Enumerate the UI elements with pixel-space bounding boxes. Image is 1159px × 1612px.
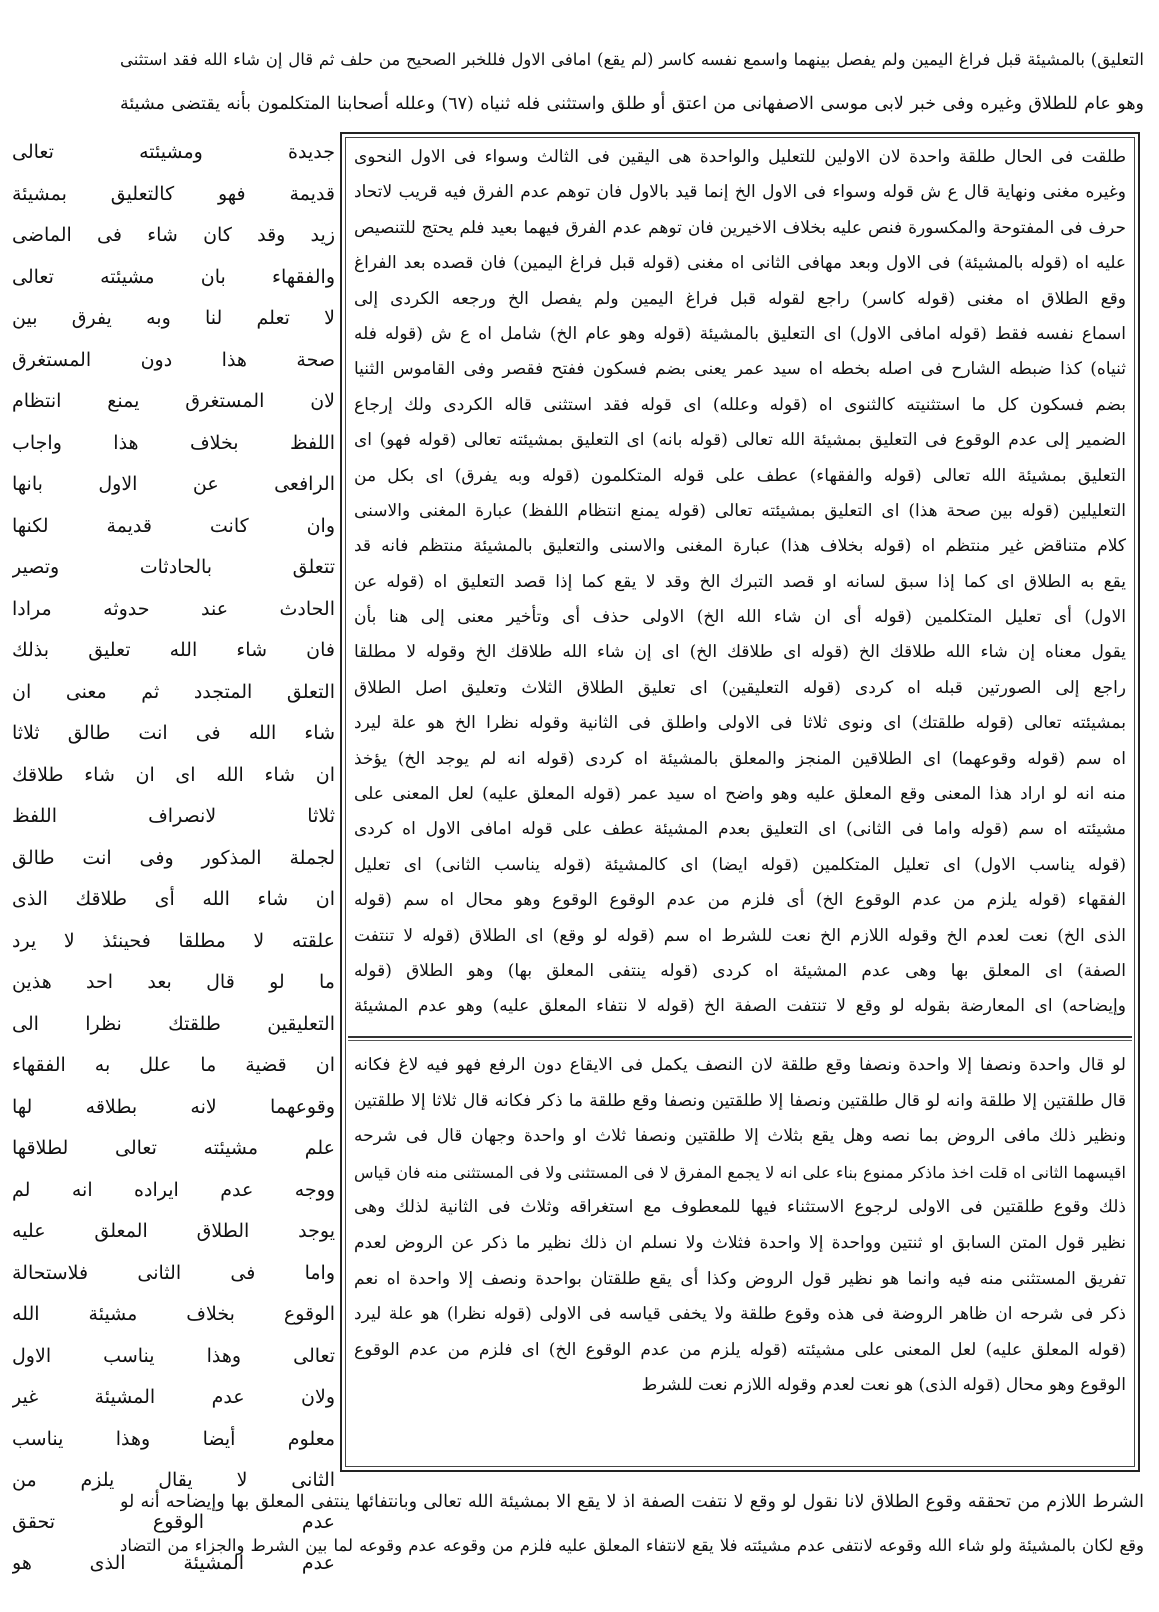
margin-line: لا تعلم لنا وبه يفرق بين <box>12 307 335 329</box>
commentary-line: بمشيئته تعالى (قوله طلقتك) اى ونوى ثلاثا فى الاولى واطلق فى الثانية وقوله نظرا الخ هو علة ليرد <box>354 713 1126 734</box>
commentary-line: راجع إلى الصورتين قبله اه كردى (قوله التعليقين) اى تعليق الطلاق الثلاث وتعليق اصل الطلاق <box>354 677 1126 698</box>
margin-line: ان شاء الله اى ان شاء طلاقك <box>12 763 335 786</box>
main-text-bottom <box>120 1480 1144 1568</box>
commentary-line: بضم فسكون كل ما استثنيته كالثنوى اه (قوله وعلله) اى قوله فقد استثنى قاله الكردى ولك إرجاع <box>354 394 1126 415</box>
margin-line: ولان عدم المشيئة غير <box>12 1386 335 1408</box>
commentary-line: وإيضاحه) اى المعارضة بقوله لو وقع لا تنتفت الصفة الخ (قوله لا نتفاء المعلق عليه) وهو عدم المشيئة <box>354 996 1126 1017</box>
commentary-line: حرف فى المفتوحة والمكسورة فنص عليه بخلاف الاخيرين فان توهم عدم الفرق فيهما بعيد فلم يحتج للتنصيص <box>354 217 1126 238</box>
commentary-line: ونظير ذلك مافى الروض بما نصه وهل يقع بثلاث إلا طلقتين ونصفا ثلاث او واحدة وجهان قال فى شرحه <box>354 1126 1126 1147</box>
commentary-line: (قوله المعلق عليه) لعل المعنى على مشيئته (قوله يلزم من عدم الوقوع الخ) اى فلزم من عدم الوقوع <box>354 1339 1126 1360</box>
margin-line: عدم المشيئة الذى هو <box>12 1552 335 1574</box>
commentary-line: يقول معناه إن شاء الله طلاقك الخ (قوله اى طلاقك الخ) اى إن شاء الله طلاقك الخ وقوله لا مطلقا <box>354 642 1126 663</box>
margin-line: ووجه عدم ايراده انه لم <box>12 1178 335 1201</box>
commentary-line: وقع الطلاق اه مغنى (قوله كاسر) راجع لقوله قبل فراغ اليمين ولم يفصل الخ ورجعه الكردى إلى <box>354 288 1126 309</box>
main-text-top <box>120 38 1144 126</box>
margin-line: تعالى وهذا يناسب الاول <box>12 1344 335 1367</box>
margin-line: لجملة المذكور وفى انت طالق <box>12 846 335 869</box>
commentary-line: كلام متناقض غير منتظم اه (قوله بخلاف هذا) عبارة المغنى والاسنى والتعليق بالمشيئة منتظم فانه قد <box>354 536 1126 557</box>
commentary-box <box>340 132 1140 1472</box>
commentary-line: الفقهاء (قوله يلزم من عدم الوقوع الخ) أى فلزم من عدم الوقوع الوقوع وهو محال اه سم (قوله <box>354 890 1126 911</box>
commentary-line: قال طلقتين إلا طلقة وانه لو قال طلقتين ونصفا إلا طلقتين ونصفا وقع طلقة ما ذكر فكانه قال ثلاثا إلا طلقتين <box>354 1090 1126 1111</box>
main-text-line: التعليق) بالمشيئة قبل فراغ اليمين ولم يفصل بينهما واسمع نفسه كاسر (لم يقع) امافى الاول فللخبر الصحيح من حلف ثم قال إن شاء الله فقد استثنى <box>120 50 1144 69</box>
commentary-line: لو قال واحدة ونصفا إلا واحدة ونصفا وقع طلقة لان النصف يكمل فى الايقاع دون الرفع فهو فيه لاغ فكانه <box>354 1055 1126 1075</box>
commentary-line: الوقوع وهو محال (قوله الذى) هو نعت لعدم وقوله اللازم نعت للشرط <box>641 1375 1126 1396</box>
margin-line: ما لو قال بعد احد هذين <box>12 971 335 993</box>
commentary-line: التعليلين (قوله بين صحة هذا) اى التعليق بمشيئته تعالى (قوله يمنع انتظام اللفظ) عبارة المغنى والاسنى <box>354 500 1126 521</box>
margin-line: ان شاء الله أى طلاقك الذى <box>12 888 335 910</box>
margin-line: ثلاثا لانصراف اللفظ <box>12 805 335 827</box>
commentary-line: اه سم (قوله وقوعهما) اى الطلاقين المنجز والمعلق بالمشيئة اه كردى (قوله انه لم يوجد الخ) يؤخذ <box>354 748 1126 769</box>
margin-line: ان قضية ما علل به الفقهاء <box>12 1054 335 1076</box>
margin-line: لان المستغرق يمنع انتظام <box>12 390 335 412</box>
main-text-line: وقع لكان بالمشيئة ولو شاء الله وقوعه لانتفى عدم مشيئته فلا يقع لانتفاء المعلق عليه فلزم من وقوعه عدم وقوعه لما بين الشرط والجزاء من التضاد <box>120 1536 1144 1555</box>
commentary-line: منه انه لو اراد هذا المعنى وقع المعلق عليه وهو واضح اه سيد عمر (قوله المعلق عليه) لعل المعنى على <box>354 784 1126 805</box>
commentary-line: نظير قول المتن السابق او ثنتين وواحدة إلا واحدة فثلاث ولا نسلم ان ذلك نظير ما ذكر عن الروض لعدم <box>354 1232 1126 1253</box>
margin-line: التعليقين طلقتك نظرا الى <box>12 1012 335 1035</box>
section-divider <box>348 1036 1132 1038</box>
margin-line: فان شاء الله تعليق بذلك <box>12 639 335 661</box>
margin-line: قديمة فهو كالتعليق بمشيئة <box>12 182 335 205</box>
commentary-line: تفريق المستثنى منه فيه وانما هو نظير قول الروض وكذا أى يقع طلقتان بواحدة ونصف إلا واحدة اه نعم <box>354 1268 1126 1289</box>
margin-line: تتعلق بالحادثات وتصير <box>12 556 335 578</box>
commentary-line: اقيسهما الثانى اه قلت اخذ ماذكر ممنوع بناء على انه لا يجمع المفرق لا فى المستثنى ولا فى المستثنى منه فان قياس <box>354 1162 1126 1182</box>
margin-line: معلوم أيضا وهذا يناسب <box>12 1427 335 1450</box>
margin-line: الحادث عند حدوثه مرادا <box>12 597 335 620</box>
section-divider <box>348 1040 1132 1041</box>
commentary-line: ذكر فى شرحه ان ظاهر الروضة فى هذه وقوع طلقة ولا يخفى قياسه فى الاولى (قوله نظرا) هو علة ليرد <box>354 1304 1126 1325</box>
commentary-line: الضمير إلى عدم الوقوع فى التعليق بمشيئة الله تعالى (قوله بانه) اى التعليق بمشيئته تعالى (قوله فهو) اى <box>354 430 1126 451</box>
margin-line: زيد وقد كان شاء فى الماضى <box>12 224 335 246</box>
main-text-line: وهو عام للطلاق وغيره وفى خبر لابى موسى الاصفهانى من اعتق أو طلق واستثنى فله ثنياه (٦٧) وعلله أصحابنا المتكلمون بأنه يقتضى مشيئة <box>120 94 1144 114</box>
margin-line: الثانى لا يقال يلزم من <box>12 1469 335 1491</box>
commentary-line: عليه اه (قوله بالمشيئة) فى الاول وبعد مهافى الثانى اه مغنى (قوله قبل فراغ اليمين) فان قصده بعد الفراغ <box>354 253 1126 274</box>
margin-line: علم مشيئته تعالى لطلاقها <box>12 1137 335 1159</box>
commentary-line: طلقت فى الحال طلقة واحدة لان الاولين للتعليل والواحدة هى اليقين فى الثالث وسواء فى الاول النحوى <box>354 147 1126 167</box>
margin-line: الرافعى عن الاول بانها <box>12 473 335 495</box>
commentary-line: ذلك وقوع طلقتين فى الاولى لرجوع الاستثناء فيها للمعطوف مع استغراقه وثلاث فى الثانية لذلك وهى <box>354 1197 1126 1218</box>
commentary-line: ثنياه) كذا ضبطه الشارح فى اصله بخطه اه سيد عمر يعنى بضم فسكون ففتح فقصر وفى القاموس الثنيا <box>354 359 1126 380</box>
commentary-line: اسماع نفسه فقط (قوله امافى الاول) اى التعليق بالمشيئة (قوله وهو عام الخ) شامل اه ع ش (قوله فله <box>354 323 1126 344</box>
margin-line: صحة هذا دون المستغرق <box>12 348 335 371</box>
margin-line: عدم الوقوع تحقق <box>12 1510 335 1533</box>
margin-line: والفقهاء بان مشيئته تعالى <box>12 265 335 288</box>
margin-line: جديدة ومشيئته تعالى <box>12 141 335 163</box>
margin-line: شاء الله فى انت طالق ثلاثا <box>12 722 335 744</box>
commentary-line: يقع به الطلاق اى كما إذا سبق لسانه او قصد التبرك الخ وقد لا يقع كما إذا قصد التعليق اه (قوله عن <box>354 571 1126 592</box>
commentary-section-upper <box>354 140 1126 1025</box>
margin-line: اللفظ بخلاف هذا واجاب <box>12 431 335 454</box>
commentary-line: مشيئته اه سم (قوله واما فى الثانى) اى التعليق بعدم المشيئة عطف على قوله امافى الاول اه كردى <box>354 819 1126 840</box>
commentary-section-lower <box>354 1048 1126 1404</box>
margin-line: وقوعهما لانه بطلاقه لها <box>12 1095 335 1118</box>
margin-text-column <box>12 132 335 1574</box>
commentary-line: الذى الخ) نعت لعدم الخ وقوله اللازم الخ نعت للشرط اه سم (قوله لو وقع) اى الطلاق (قوله لا تنتفت <box>354 925 1126 946</box>
commentary-line: الاول) أى تعليل المتكلمين (قوله أى ان شاء الله الخ) الاولى حذف أى وتأخير معنى إلى هنا بأن <box>354 607 1126 628</box>
margin-line: علقته لا مطلقا فحينئذ لا يرد <box>12 929 335 952</box>
margin-line: وان كانت قديمة لكنها <box>12 514 335 537</box>
margin-line: واما فى الثانى فلاستحالة <box>12 1261 335 1284</box>
margin-line: يوجد الطلاق المعلق عليه <box>12 1220 335 1242</box>
commentary-line: وغيره مغنى ونهاية قال ع ش قوله وسواء فى الاول الخ إنما قيد بالاول فان توهم عدم الفرق فيه قريب لاتحاد <box>354 182 1126 203</box>
margin-line: الوقوع بخلاف مشيئة الله <box>12 1303 335 1325</box>
main-text-line: الشرط اللازم من تحققه وقوع الطلاق لانا نقول لو وقع لا نتفت الصفة اذ لا يقع الا بمشيئة الله تعالى وبانتفائها ينتفى المعلق بها وإيضاحه أنه لو <box>120 1492 1144 1512</box>
commentary-line: (قوله يناسب الاول) اى تعليل المتكلمين (قوله ايضا) اى كالمشيئة (قوله يناسب الثانى) اى تعليل <box>354 854 1126 875</box>
commentary-line: الصفة) اى المعلق بها وهى عدم المشيئة اه كردى (قوله ينتفى المعلق بها) وهو الطلاق (قوله <box>354 960 1126 981</box>
margin-line: التعلق المتجدد ثم معنى ان <box>12 680 335 703</box>
commentary-line: التعليق بمشيئة الله تعالى (قوله والفقهاء) عطف على قوله المتكلمون (قوله وبه يفرق) اى بكل من <box>354 465 1126 486</box>
